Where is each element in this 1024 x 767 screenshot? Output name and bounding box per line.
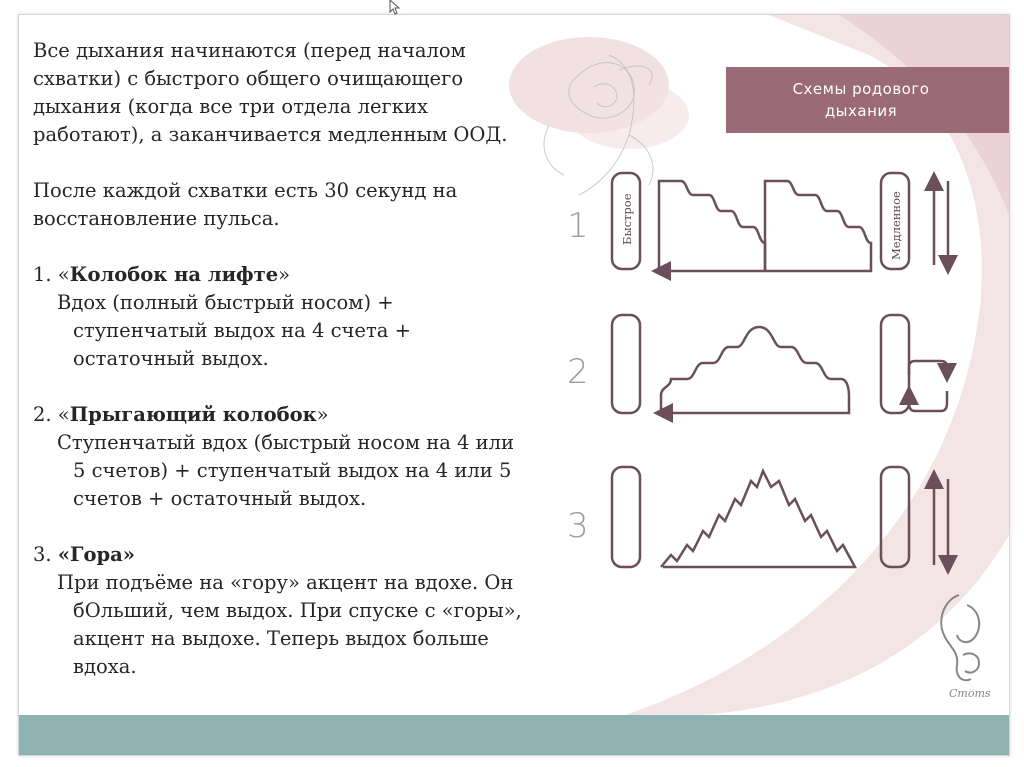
technique-3-description: При подъёме на «гору» акцент на вдохе. Он бОльший, чем выдох. При спуске с «горы», акцент на выдохе. Теперь выдох больше вдоха. [57,571,522,678]
pill-row-3-left [612,467,640,567]
cycle-arrows-icon [909,361,947,411]
mouse-cursor-icon [389,0,403,16]
fast-pill-label: Быстрое [620,193,634,245]
technique-2-description: Ступенчатый вдох (быстрый носом на 4 или 5 счетов) + ступенчатый выдох на 4 или 5 счетов + остаточный выдох. [57,431,515,510]
technique-2-title: 2. «Прыгающий колобок» [33,403,329,426]
slow-pill-label: Медленное [889,191,903,260]
mother-logo-icon [941,595,979,680]
banner-line-2: дыхания [824,102,898,120]
technique-1-description: Вдох (полный быстрый носом) + ступенчатый выдох на 4 счета + остаточный выдох. [57,291,411,370]
slide [18,14,1010,756]
jumping-step-diagram [661,327,849,413]
logo-text: Cmoms [949,687,991,700]
technique-1-title: 1. «Колобок на лифте» [33,263,291,286]
banner-line-1: Схемы родового [792,80,930,98]
row-number-3: 3 [567,506,589,546]
mountain-diagram [661,471,855,567]
breathing-diagrams [19,15,1009,755]
pill-row-2-left [612,315,640,413]
pill-row-2-right [881,315,909,413]
intro-paragraph: Все дыхания начинаются (перед началом схватки) с быстрого общего очищающего дыхания (когда все три отдела легких работают), а заканчивается медленным ООД. [33,39,508,146]
elevator-step-diagram [659,181,871,271]
row-number-1: 1 [567,206,589,246]
recovery-paragraph: После каждой схватки есть 30 секунд на восстановление пульса. [33,179,458,230]
pill-row-3-right [881,467,909,567]
row-number-2: 2 [567,352,589,392]
technique-3-title: 3. «Гора» [33,543,135,566]
